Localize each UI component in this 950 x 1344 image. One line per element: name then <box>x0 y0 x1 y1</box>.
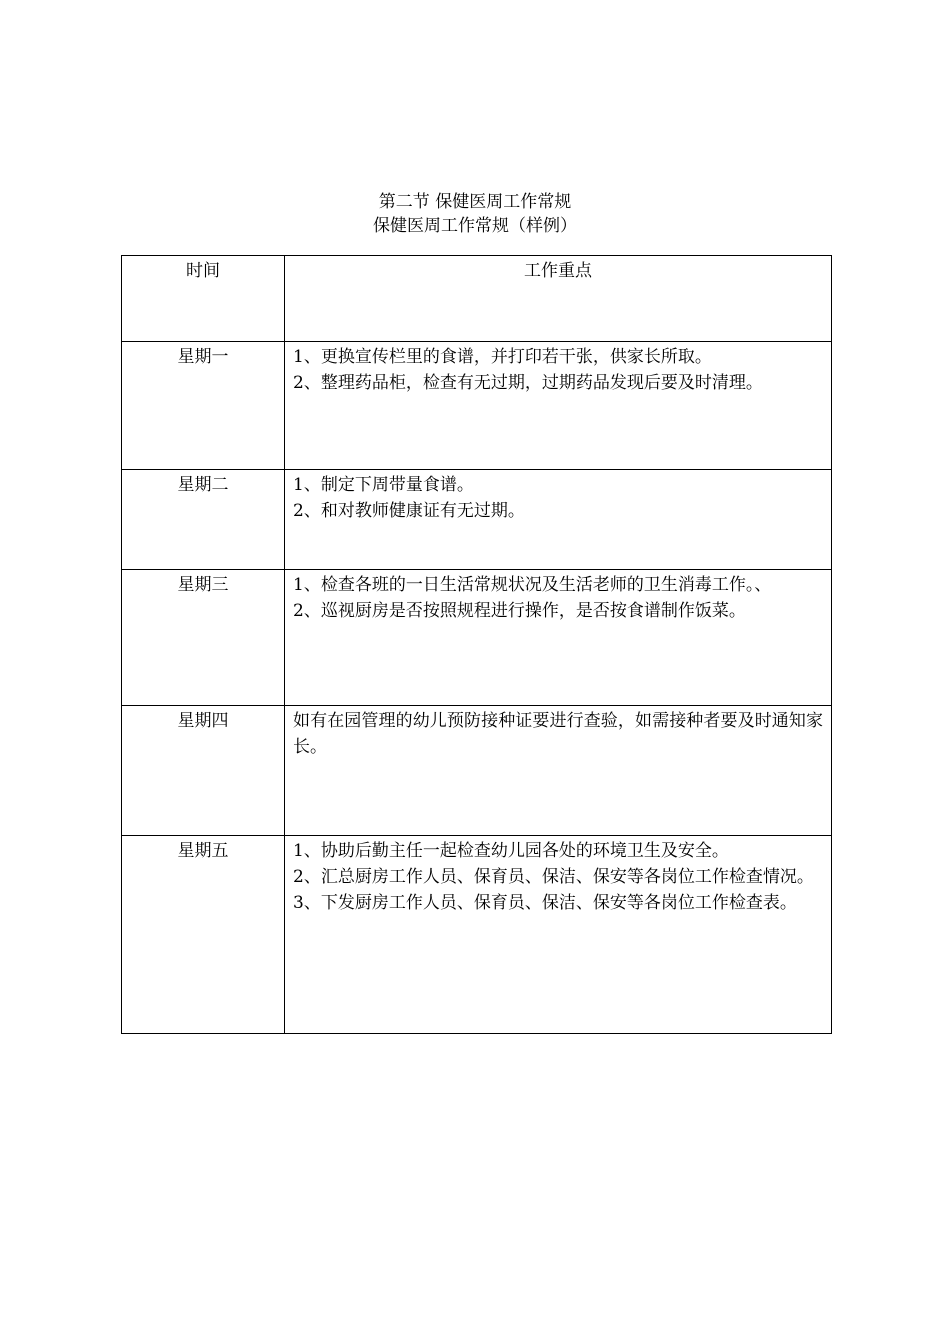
focus-item: 2、整理药品柜，检查有无过期，过期药品发现后要及时清理。 <box>293 373 763 393</box>
focus-item: 1、制定下周带量食谱。 <box>293 475 474 495</box>
focus-cell <box>285 836 832 1034</box>
focus-item: 2、巡视厨房是否按照规程进行操作，是否按食谱制作饭菜。 <box>293 601 746 621</box>
focus-item: 1、检查各班的一日生活常规状况及生活老师的卫生消毒工作。、 <box>293 575 772 595</box>
day-cell: 星期五 <box>122 836 285 1034</box>
focus-cell <box>285 570 832 706</box>
focus-cell <box>285 470 832 570</box>
table-row-monday <box>122 342 832 470</box>
table-title: 保健医周工作常规（样例） <box>373 216 577 236</box>
section-title: 第二节 保健医周工作常规 <box>378 192 572 212</box>
focus-item: 1、协助后勤主任一起检查幼儿园各处的环境卫生及安全。 <box>293 841 729 861</box>
focus-item: 2、汇总厨房工作人员、保育员、保洁、保安等各岗位工作检查情况。 <box>293 867 814 887</box>
focus-item: 1、更换宣传栏里的食谱，并打印若干张，供家长所取。 <box>293 347 712 367</box>
focus-item: 3、下发厨房工作人员、保育员、保洁、保安等各岗位工作检查表。 <box>293 893 797 913</box>
table-row-thursday <box>122 706 832 836</box>
table-header-row <box>122 256 832 342</box>
day-cell: 星期一 <box>122 342 285 470</box>
focus-cell <box>285 342 832 470</box>
table-row-friday <box>122 836 832 1034</box>
table-row-tuesday <box>122 470 832 570</box>
day-cell: 星期二 <box>122 470 285 570</box>
weekly-schedule-table <box>121 255 832 1034</box>
day-cell: 星期四 <box>122 706 285 836</box>
day-cell: 星期三 <box>122 570 285 706</box>
focus-cell <box>285 706 832 836</box>
document-header <box>0 190 950 238</box>
focus-item: 如有在园管理的幼儿预防接种证要进行查验，如需接种者要及时通知家长。 <box>293 711 823 757</box>
header-focus: 工作重点 <box>285 256 832 342</box>
header-time: 时间 <box>122 256 285 342</box>
table-row-wednesday <box>122 570 832 706</box>
focus-item: 2、和对教师健康证有无过期。 <box>293 501 525 521</box>
